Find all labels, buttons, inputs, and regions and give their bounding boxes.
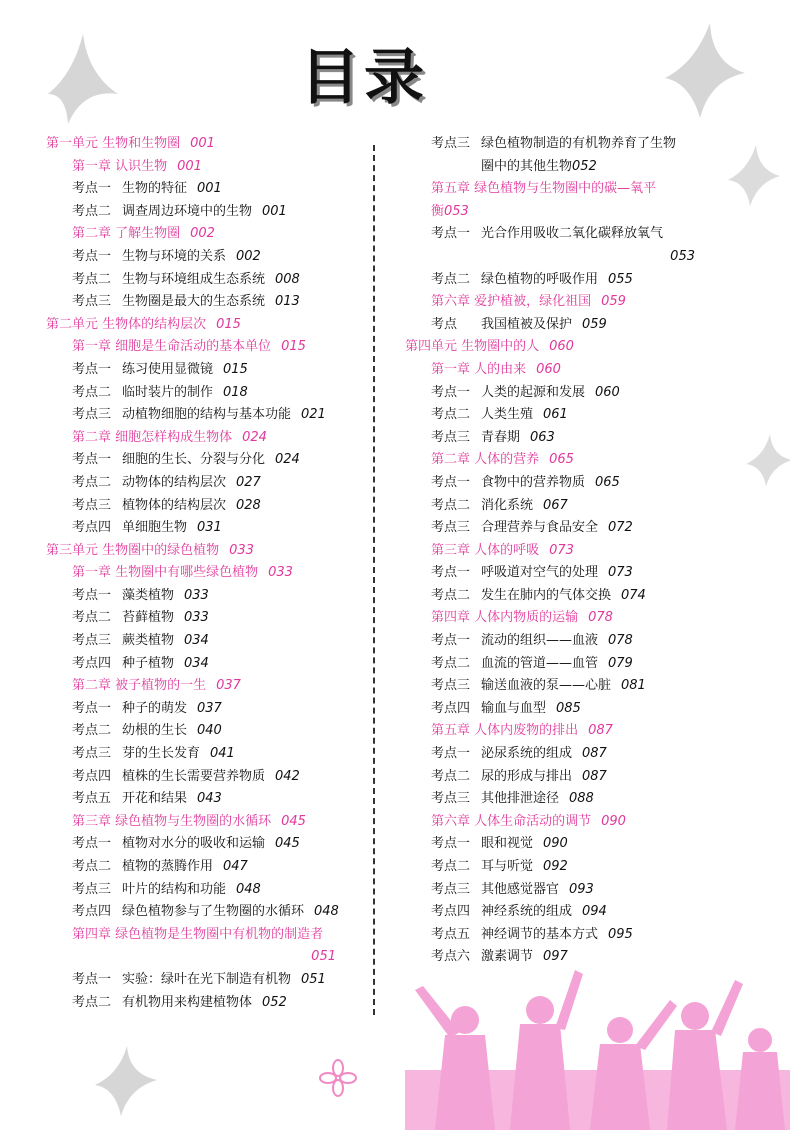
entry-label: 第五章 绿色植物与生物圈中的碳—氧平	[431, 181, 657, 197]
toc-entry-chap	[405, 607, 725, 630]
toc-entry-unit	[46, 314, 366, 337]
toc-entry-topic	[405, 472, 725, 495]
topic-key: 考点一	[431, 226, 471, 242]
toc-entry-topic	[46, 856, 366, 879]
topic-key: 考点四	[72, 655, 112, 671]
entry-page-number: 015	[281, 339, 306, 355]
toc-entry-topic	[405, 924, 725, 947]
entry-page-number: 060	[536, 361, 561, 377]
toc-entry-topic	[405, 788, 725, 811]
topic-key: 考点二	[72, 203, 112, 219]
topic-key: 考点五	[72, 791, 112, 807]
toc-entry-topic	[46, 653, 366, 676]
entry-label: 第四章 人体内物质的运输	[431, 610, 579, 626]
topic-key: 考点一	[431, 474, 471, 490]
entry-label: 苔藓植物	[122, 610, 175, 626]
column-divider	[373, 145, 375, 1015]
toc-entry-topic	[46, 788, 366, 811]
toc-entry-cont	[405, 246, 725, 269]
entry-label: 叶片的结构和功能	[122, 881, 227, 897]
entry-page-number: 090	[543, 836, 568, 852]
toc-entry-topic	[46, 359, 366, 382]
entry-page-number: 087	[582, 768, 607, 784]
toc-entry-topic	[46, 607, 366, 630]
entry-label: 食物中的营养物质	[481, 474, 586, 490]
entry-page-number: 042	[275, 768, 300, 784]
topic-key: 考点二	[431, 655, 471, 671]
entry-label: 第三章 绿色植物与生物圈的水循环	[72, 813, 272, 829]
topic-key: 考点三	[72, 407, 112, 423]
entry-label: 圈中的其他生物	[481, 158, 573, 174]
entry-label: 有机物用来构建植物体	[122, 994, 253, 1010]
topic-key: 考点二	[72, 271, 112, 287]
entry-page-number: 078	[588, 610, 613, 626]
entry-page-number: 073	[608, 565, 633, 581]
topic-key: 考点二	[72, 610, 112, 626]
sparkle-decoration-top-left	[28, 24, 138, 134]
entry-label: 合理营养与食品安全	[481, 520, 599, 536]
entry-label: 种子植物	[122, 655, 175, 671]
entry-label: 藻类植物	[122, 587, 175, 603]
entry-label: 绿色植物的呼吸作用	[481, 271, 599, 287]
entry-label: 光合作用吸收二氧化碳释放氧气	[481, 226, 664, 242]
entry-label: 神经调节的基本方式	[481, 926, 599, 942]
entry-page-number: 053	[444, 203, 469, 219]
entry-page-number: 031	[197, 520, 222, 536]
entry-label: 输送血液的泵——心脏	[481, 678, 612, 694]
entry-label: 第五章 人体内废物的排出	[431, 723, 579, 739]
topic-key: 考点六	[431, 949, 471, 965]
entry-label: 第一章 生物圈中有哪些绿色植物	[72, 565, 259, 581]
sparkle-decoration-bottom-left	[85, 1040, 165, 1120]
topic-key: 考点二	[72, 723, 112, 739]
entry-page-number: 037	[216, 678, 241, 694]
topic-key: 考点三	[431, 520, 471, 536]
toc-left-column	[46, 133, 366, 1014]
entry-page-number: 034	[184, 655, 209, 671]
entry-page-number: 059	[582, 316, 607, 332]
entry-page-number: 033	[184, 587, 209, 603]
entry-page-number: 094	[582, 904, 607, 920]
toc-entry-topic	[405, 879, 725, 902]
toc-entry-chap	[46, 156, 366, 179]
entry-page-number: 087	[582, 746, 607, 762]
entry-label: 衡	[431, 203, 445, 219]
entry-page-number: 072	[608, 520, 633, 536]
entry-page-number: 095	[608, 926, 633, 942]
toc-entry-chap	[405, 449, 725, 472]
toc-entry-topic	[46, 766, 366, 789]
topic-key: 考点二	[431, 768, 471, 784]
topic-key: 考点二	[72, 384, 112, 400]
entry-page-number: 052	[572, 158, 597, 174]
toc-entry-topic	[405, 517, 725, 540]
entry-label: 人类的起源和发展	[481, 384, 586, 400]
entry-page-number: 078	[608, 633, 633, 649]
entry-label: 第一章 细胞是生命活动的基本单位	[72, 339, 272, 355]
toc-entry-unit	[46, 133, 366, 156]
toc-entry-topic	[46, 495, 366, 518]
topic-key: 考点三	[72, 294, 112, 310]
entry-label: 神经系统的组成	[481, 904, 573, 920]
toc-entry-topic	[46, 969, 366, 992]
entry-label: 蕨类植物	[122, 633, 175, 649]
entry-page-number: 002	[236, 248, 261, 264]
toc-entry-chap	[405, 291, 725, 314]
toc-entry-topic	[405, 427, 725, 450]
entry-page-number: 033	[184, 610, 209, 626]
toc-entry-topic	[405, 562, 725, 585]
entry-label: 第四章 绿色植物是生物圈中有机物的制造者	[72, 926, 324, 942]
entry-page-number: 081	[621, 678, 646, 694]
entry-page-number: 092	[543, 859, 568, 874]
entry-page-number: 048	[314, 904, 339, 920]
entry-page-number: 047	[223, 859, 248, 874]
entry-label: 消化系统	[481, 497, 534, 513]
entry-label: 第三章 人体的呼吸	[431, 542, 540, 558]
toc-entry-topic	[46, 201, 366, 224]
entry-label: 第二章 被子植物的一生	[72, 678, 207, 694]
entry-label: 我国植被及保护	[481, 316, 573, 332]
entry-label: 生物圈是最大的生态系统	[122, 294, 266, 310]
topic-key: 考点四	[72, 520, 112, 536]
topic-key: 考点四	[431, 700, 471, 716]
toc-entry-topic	[46, 992, 366, 1015]
toc-entry-topic	[46, 585, 366, 608]
entry-page-number: 021	[301, 407, 326, 423]
entry-label: 绿色植物参与了生物圈的水循环	[122, 904, 305, 920]
entry-page-number: 074	[621, 587, 646, 603]
topic-key: 考点三	[431, 678, 471, 694]
topic-key: 考点一	[431, 633, 471, 649]
entry-label: 血流的管道——血管	[481, 655, 599, 671]
toc-entry-chap	[405, 359, 725, 382]
entry-label: 呼吸道对空气的处理	[481, 565, 599, 581]
entry-label: 流动的组织——血液	[481, 633, 599, 649]
entry-label: 生物的特征	[122, 181, 188, 197]
topic-key: 考点一	[431, 384, 471, 400]
entry-label: 植株的生长需要营养物质	[122, 768, 266, 784]
entry-page-number: 040	[197, 723, 222, 739]
entry-label: 绿色植物制造的有机物养育了生物	[481, 136, 677, 151]
topic-key: 考点一	[72, 452, 112, 468]
toc-entry-topic	[46, 449, 366, 472]
toc-entry-topic	[405, 946, 725, 969]
topic-key: 考点三	[72, 881, 112, 897]
entry-page-number: 027	[236, 474, 261, 490]
topic-key: 考点三	[72, 746, 112, 762]
entry-page-number: 028	[236, 497, 261, 513]
entry-label: 种子的萌发	[122, 700, 188, 716]
topic-key: 考点二	[72, 859, 112, 874]
toc-entry-topic	[405, 675, 725, 698]
entry-label: 其他感觉器官	[481, 881, 560, 897]
toc-entry-topic	[46, 246, 366, 269]
toc-entry-topic	[46, 517, 366, 540]
entry-page-number: 045	[275, 836, 300, 852]
toc-entry-chap	[46, 223, 366, 246]
toc-entry-topic	[405, 743, 725, 766]
topic-key: 考点一	[72, 361, 112, 377]
toc-entry-cont	[46, 946, 366, 969]
topic-key: 考点二	[431, 271, 471, 287]
toc-entry-topic	[46, 178, 366, 201]
entry-page-number: 041	[210, 746, 235, 762]
entry-label: 第二章 了解生物圈	[72, 226, 181, 242]
topic-key: 考点四	[72, 768, 112, 784]
toc-entry-topic	[46, 630, 366, 653]
topic-key: 考点一	[72, 971, 112, 987]
entry-page-number: 065	[595, 474, 620, 490]
topic-key: 考点二	[431, 407, 471, 423]
entry-label: 动物体的结构层次	[122, 474, 227, 490]
entry-label: 临时装片的制作	[122, 384, 214, 400]
entry-label: 第二章 细胞怎样构成生物体	[72, 429, 233, 445]
entry-page-number: 087	[588, 723, 613, 739]
toc-entry-unit	[405, 336, 725, 359]
entry-page-number: 037	[197, 700, 222, 716]
entry-page-number: 024	[242, 429, 267, 445]
entry-label: 泌尿系统的组成	[481, 746, 573, 762]
topic-key: 考点三	[72, 497, 112, 513]
entry-label: 练习使用显微镜	[122, 361, 214, 377]
toc-entry-topic	[405, 223, 725, 246]
topic-key: 考点	[431, 316, 458, 332]
entry-label: 第六章 爱护植被，绿化祖国	[431, 294, 592, 310]
topic-key: 考点一	[72, 836, 112, 852]
entry-page-number: 067	[543, 497, 568, 513]
toc-entry-topic	[405, 269, 725, 292]
toc-entry-topic	[405, 856, 725, 879]
entry-label: 第四单元 生物圈中的人	[405, 339, 540, 355]
toc-entry-chap	[46, 562, 366, 585]
toc-entry-topic	[405, 133, 725, 156]
entry-label: 芽的生长发育	[122, 746, 201, 762]
toc-entry-topic	[46, 720, 366, 743]
toc-entry-chap	[405, 811, 725, 834]
toc-entry-chap	[46, 427, 366, 450]
toc-entry-chap	[405, 720, 725, 743]
entry-label: 调查周边环境中的生物	[122, 203, 253, 219]
entry-page-number: 073	[549, 542, 574, 558]
toc-entry-chap	[46, 924, 366, 947]
toc-entry-topic	[46, 833, 366, 856]
entry-label: 激素调节	[481, 949, 534, 965]
toc-entry-chap	[46, 336, 366, 359]
toc-entry-topic	[405, 382, 725, 405]
toc-entry-topic	[46, 382, 366, 405]
entry-page-number: 053	[670, 248, 695, 264]
entry-label: 输血与血型	[481, 700, 547, 716]
entry-label: 发生在肺内的气体交换	[481, 587, 612, 603]
topic-key: 考点四	[72, 904, 112, 920]
entry-page-number: 079	[608, 655, 633, 671]
topic-key: 考点一	[72, 181, 112, 197]
topic-key: 考点四	[431, 904, 471, 920]
topic-key: 考点三	[72, 633, 112, 649]
entry-page-number: 052	[262, 994, 287, 1010]
topic-key: 考点三	[431, 136, 471, 151]
toc-entry-topic	[405, 766, 725, 789]
entry-label: 第六章 人体生命活动的调节	[431, 813, 592, 829]
entry-page-number: 090	[601, 813, 626, 829]
entry-page-number: 015	[223, 361, 248, 377]
entry-page-number: 085	[556, 700, 581, 716]
topic-key: 考点二	[431, 859, 471, 874]
entry-label: 细胞的生长、分裂与分化	[122, 452, 266, 468]
toc-entry-topic	[405, 653, 725, 676]
toc-entry-topic	[405, 833, 725, 856]
entry-label: 动植物细胞的结构与基本功能	[122, 407, 292, 423]
toc-entry-chap	[46, 675, 366, 698]
toc-entry-topic	[46, 743, 366, 766]
entry-page-number: 063	[530, 429, 555, 445]
entry-label: 人类生殖	[481, 407, 534, 423]
toc-entry-chapc	[405, 201, 725, 224]
entry-page-number: 008	[275, 271, 300, 287]
page-title: 目录	[300, 43, 428, 113]
entry-label: 植物对水分的吸收和运输	[122, 836, 266, 852]
entry-label: 第三单元 生物圈中的绿色植物	[46, 542, 220, 558]
topic-key: 考点三	[431, 429, 471, 445]
topic-key: 考点二	[431, 587, 471, 603]
entry-label: 第一单元 生物和生物圈	[46, 136, 181, 151]
entry-page-number: 051	[301, 971, 326, 987]
topic-key: 考点二	[72, 474, 112, 490]
entry-label: 第一章 人的由来	[431, 361, 527, 377]
entry-page-number: 093	[569, 881, 594, 897]
topic-key: 考点一	[72, 587, 112, 603]
entry-page-number: 048	[236, 881, 261, 897]
toc-entry-topic	[405, 585, 725, 608]
entry-label: 耳与听觉	[481, 859, 534, 874]
entry-page-number: 033	[229, 542, 254, 558]
entry-page-number: 060	[595, 384, 620, 400]
entry-label: 单细胞生物	[122, 520, 188, 536]
toc-entry-topicc	[405, 156, 725, 179]
entry-label: 实验：绿叶在光下制造有机物	[122, 971, 292, 987]
toc-entry-unit	[46, 540, 366, 563]
entry-label: 眼和视觉	[481, 836, 534, 852]
toc-entry-topic	[46, 879, 366, 902]
entry-label: 植物的蒸腾作用	[122, 859, 214, 874]
toc-right-column	[405, 133, 725, 969]
entry-page-number: 033	[268, 565, 293, 581]
entry-label: 尿的形成与排出	[481, 768, 573, 784]
toc-entry-chap	[46, 811, 366, 834]
entry-page-number: 001	[197, 181, 222, 197]
sparkle-decoration-mid-right	[738, 430, 790, 490]
entry-page-number: 015	[216, 316, 241, 332]
entry-page-number: 001	[190, 136, 215, 151]
toc-entry-topic	[46, 404, 366, 427]
toc-entry-topic	[46, 269, 366, 292]
topic-key: 考点一	[431, 746, 471, 762]
entry-page-number: 065	[549, 452, 574, 468]
entry-page-number: 024	[275, 452, 300, 468]
toc-entry-topic	[46, 291, 366, 314]
topic-key: 考点二	[72, 994, 112, 1010]
entry-label: 生物与环境的关系	[122, 248, 227, 264]
entry-label: 幼根的生长	[122, 723, 188, 739]
topic-key: 考点一	[431, 565, 471, 581]
toc-entry-topic	[405, 630, 725, 653]
entry-page-number: 055	[608, 271, 633, 287]
toc-entry-topic	[405, 314, 725, 337]
entry-page-number: 045	[281, 813, 306, 829]
topic-key: 考点三	[431, 791, 471, 807]
toc-entry-topic	[405, 901, 725, 924]
sparkle-decoration-right	[718, 140, 788, 210]
flower-decoration-bottom	[318, 1058, 358, 1098]
entry-page-number: 043	[197, 791, 222, 807]
topic-key: 考点三	[431, 881, 471, 897]
entry-page-number: 002	[190, 226, 215, 242]
entry-page-number: 034	[184, 633, 209, 649]
sparkle-decoration-top-right	[650, 18, 760, 128]
entry-page-number: 013	[275, 294, 300, 310]
toc-entry-chap	[405, 540, 725, 563]
entry-page-number: 001	[262, 203, 287, 219]
topic-key: 考点二	[431, 497, 471, 513]
entry-label: 第二单元 生物体的结构层次	[46, 316, 207, 332]
entry-label: 植物体的结构层次	[122, 497, 227, 513]
topic-key: 考点一	[72, 248, 112, 264]
topic-key: 考点一	[431, 836, 471, 852]
topic-key: 考点五	[431, 926, 471, 942]
entry-label: 青春期	[481, 429, 521, 445]
entry-page-number: 097	[543, 949, 568, 965]
entry-page-number: 059	[601, 294, 626, 310]
toc-entry-topic	[405, 495, 725, 518]
topic-key: 考点一	[72, 700, 112, 716]
dancers-silhouette-illustration	[405, 960, 790, 1130]
toc-entry-topic	[46, 472, 366, 495]
toc-entry-topic	[405, 698, 725, 721]
entry-label: 第二章 人体的营养	[431, 452, 540, 468]
toc-entry-topic	[405, 404, 725, 427]
entry-label: 开花和结果	[122, 791, 188, 807]
entry-page-number: 060	[549, 339, 574, 355]
toc-entry-topic	[46, 901, 366, 924]
entry-page-number: 061	[543, 407, 568, 423]
entry-page-number: 018	[223, 384, 248, 400]
toc-entry-topic	[46, 698, 366, 721]
entry-label: 其他排泄途径	[481, 791, 560, 807]
entry-label: 生物与环境组成生态系统	[122, 271, 266, 287]
entry-page-number: 051	[311, 949, 336, 965]
entry-page-number: 088	[569, 791, 594, 807]
entry-label: 第一章 认识生物	[72, 158, 168, 174]
entry-page-number: 001	[177, 158, 202, 174]
toc-entry-chap	[405, 178, 725, 201]
